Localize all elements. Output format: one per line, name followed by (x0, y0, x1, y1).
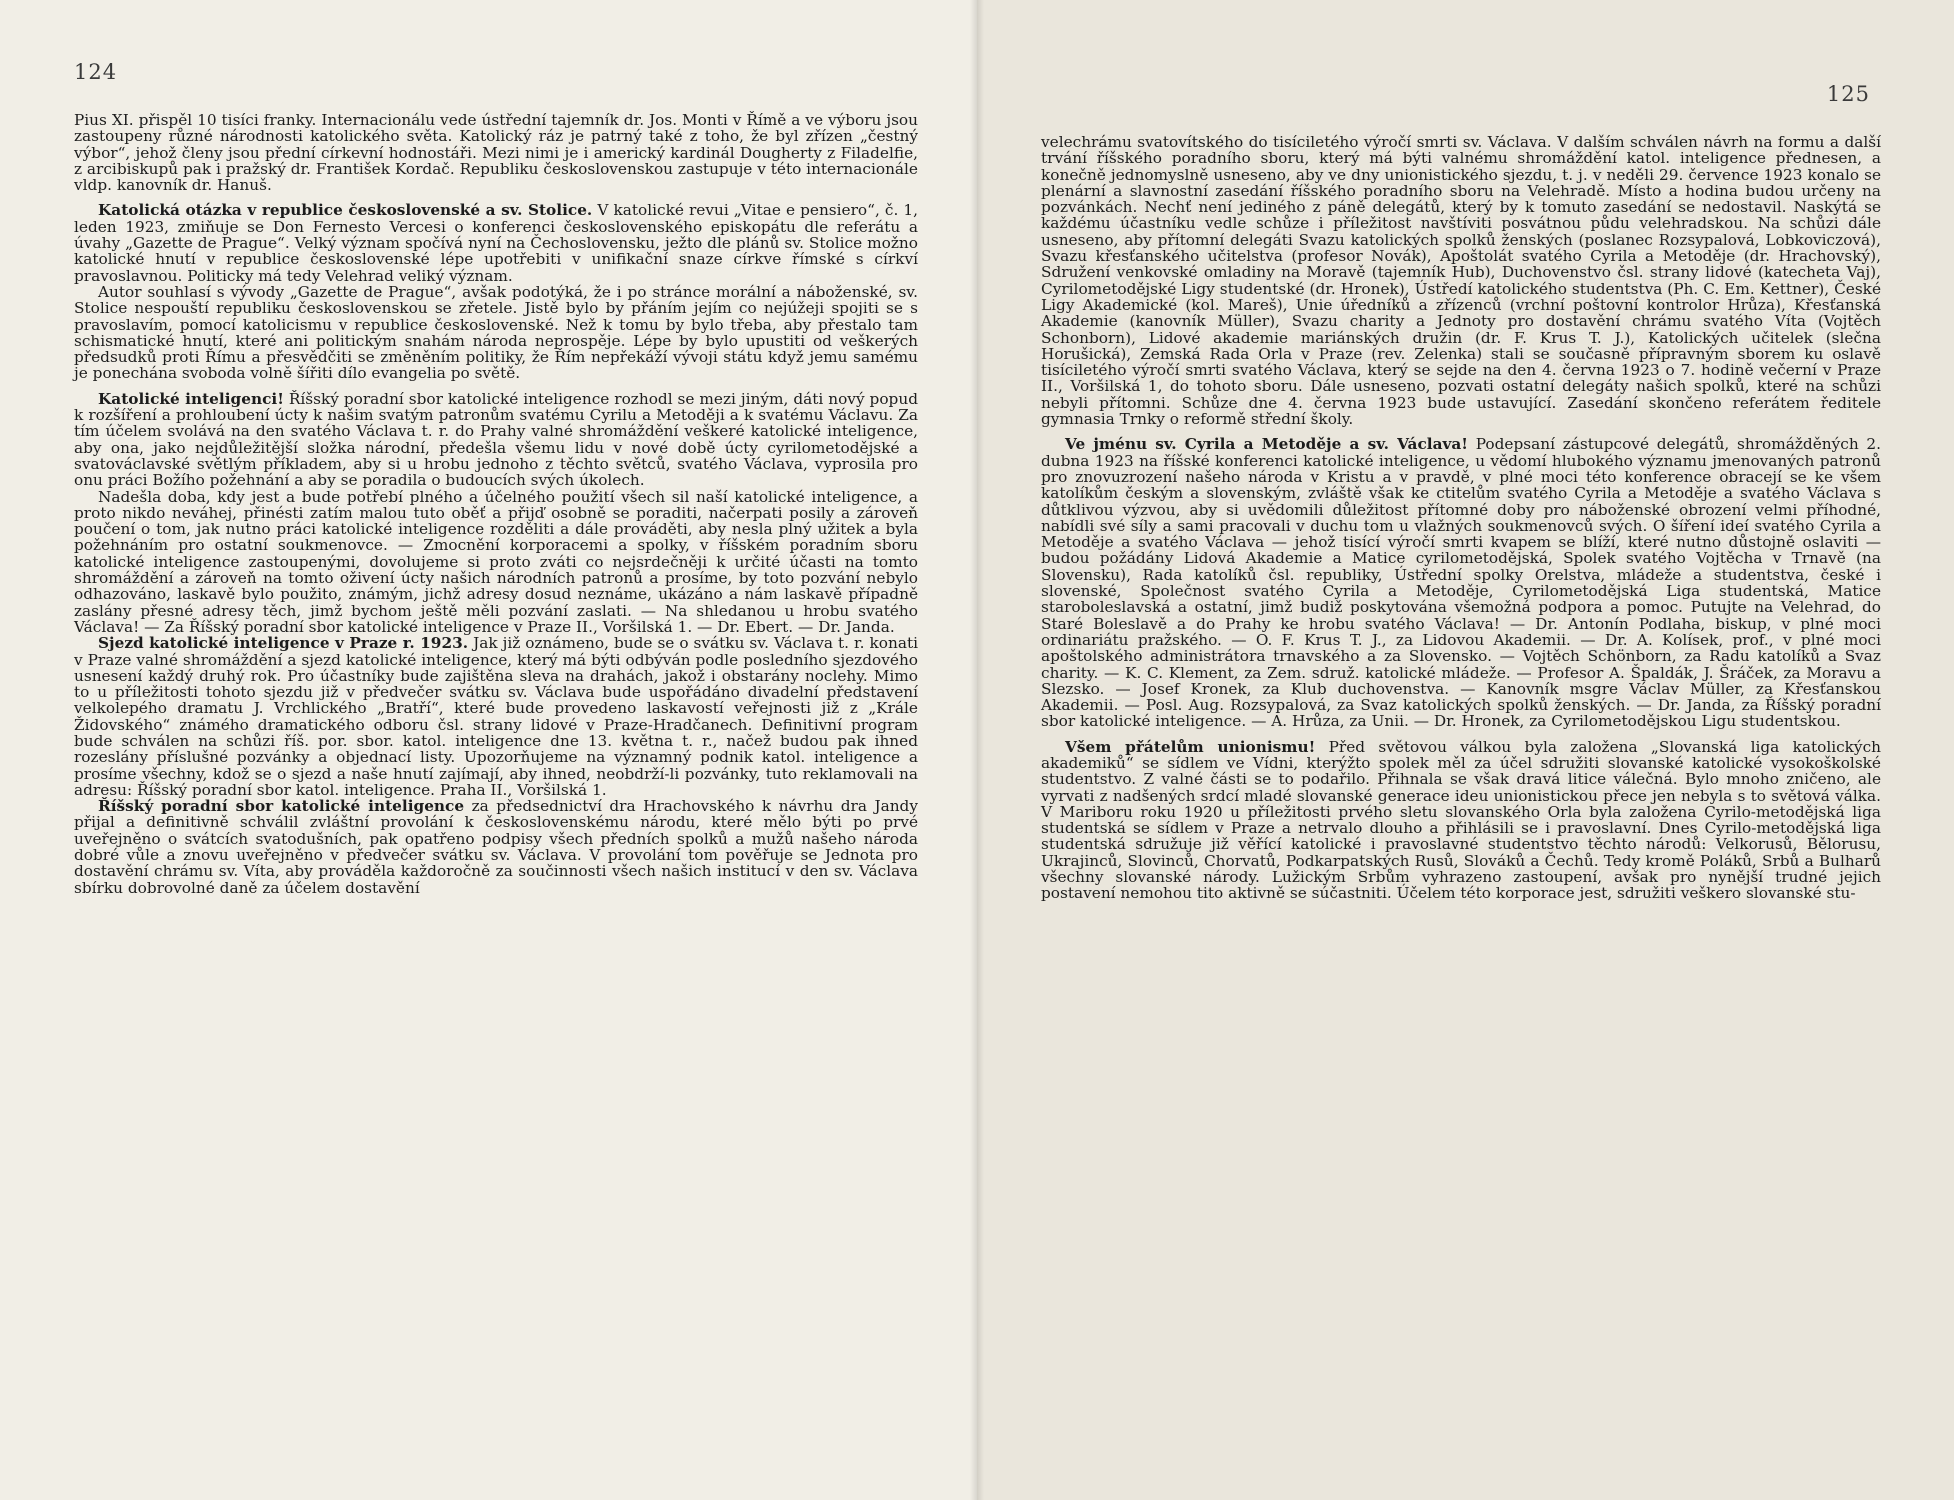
paragraph-heading: Sjezd katolické inteligence v Praze r. 1923. (98, 634, 469, 653)
paragraph: Sjezd katolické inteligence v Praze r. 1923. Jak již oznámeno, bude se o svátku sv. Václava t. r. konati v Praze valné shromáždění a sjezd katolické inteligence, který má býti odbýván podle posledního sjezdového usnesení každý druhý rok. Pro účastníky bude zajištěna sleva na drahách, jakož i obstarány noclehy. Mimo to u příležitosti tohoto sjezdu již v předvečer svátku sv. Václava bude uspořádáno divadelní představení velkolepého dramatu J. Vrchlického „Bratří“, které bude provedeno laskavostí veřejnosti již z „Krále Židovského“ známého dramatického odboru čsl. strany lidové v Praze-Hradčanech. Definitivní program bude schválen na schůzi říš. por. sbor. katol. inteligence dne 13. května t. r., načež budou pak ihned rozeslány příslušné pozvánky a objednací listy. Upozorňujeme na významný podnik katol. inteligence a prosíme všechny, kdož se o sjezd a naše hnutí zajímají, aby ihned, neobdrží-li pozvánky, tuto reklamovali na adresu: Říšský poradní sbor katol. inteligence. Praha II., Voršilská 1. (74, 634, 919, 799)
paragraph: velechrámu svatovítského do tisíciletého výročí smrti sv. Václava. V dalším schválen návrh na formu a další trvání říšského poradního sboru, který má býti valnému shromáždění katol. inteligence přednesen, a konečně jednomyslně usneseno, aby ve dny unionistického sjezdu, t. j. v neděli 29. července 1923 konalo se plenární a slavnostní zasedání říšského poradního sboru na Velehradě. Místo a hodina budou určeny na pozvánkách. Nechť není jediného z páně delegátů, který by k tomuto zasedání se nedostavil. Naskýtá se každému účastníku vedle schůze i příležitost navštíviti posvátnou půdu velehradskou. Na schůzi dále usneseno, aby přítomní delegáti Svazu katolických spolků ženských (poslanec Rozsypalová, Lobkoviczová), Svazu křesťanského učitelstva (profesor Novák), Apoštolát svatého Cyrila a Metoděje (dr. Hrachovský), Sdružení venkovské omladiny na Moravě (tajemník Hub), Duchovenstvo čsl. strany lidové (katecheta Vaj), Cyrilometodějské Ligy studentské (dr. Hronek), Ústředí katolického studentstva (Ph. C. Em. Kettner), České Ligy Akademické (kol. Mareš), Unie úředníků a zřízenců (vrchní poštovní kontrolor Hrůza), Křesťanská Akademie (kanovník Müller), Svazu charity a Jednoty pro dostavění chrámu svatého Víta (Vojtěch Schonborn), Lidové akademie mariánských družin (dr. F. Krus T. J.), Katolických učitelek (slečna Horušická), Zemská Rada Orla v Praze (rev. Zelenka) stali se současně přípravným sborem ku oslavě tisíciletého výročí smrti svatého Václava, který se sejde na den 4. června 1923 o 7. hodině večerní v Praze II., Voršilská 1, do tohoto sboru. Dále usneseno, pozvati ostatní delegáty našich spolků, které na schůzi nebyli přítomni. Schůze dne 4. června 1923 bude ustavující. Zasedání skončeno referátem ředitele gymnasia Trnky o reformě střední školy. (1041, 133, 1881, 429)
paragraph: Říšský poradní sbor katolické inteligence za předsednictví dra Hrachovského k návrhu dra Jandy přijal a definitivně schválil zvláštní provolání k československému národu, které mělo býti po prvé uveřejněno o svátcích svatodušních, pak opatřeno podpisy všech předních spolků a mužů našeho národa dobré vůle a znovu uveřejněno v předvečer svátku sv. Václava. V provolání tom pověřuje se Jednota pro dostavění chrámu sv. Víta, aby prováděla každoročně za součinnosti všech našich institucí v den sv. Václava sbírku dobrovolné daně za účelem dostavění (74, 797, 918, 897)
paragraph: Autor souhlasí s vývody „Gazette de Prague“, avšak podotýká, že i po stránce morální a náboženské, sv. Stolice nespouští republiku československou se zřetele. Jistě bylo by přáním jejím co nejúžeji spojiti se s pravoslavím, pomocí katolicismu v republice československé. Než k tomu by bylo třeba, aby přestalo tam schismatické hnutí, které ani politickým snahám národa neprospěje. Lépe by bylo upustiti od veškerých předsudků proti Římu a přesvědčiti se změněním politiky, že Řím nepřekáží vývoji státu když jemu samému je ponechána svoboda volně šířiti dílo evangelia po světě. (74, 282, 918, 383)
right-page (977, 0, 1954, 1500)
paragraph: Katolická otázka v republice československé a sv. Stolice. V katolické revui „Vitae e pensiero“, č. 1, leden 1923, zmiňuje se Don Fernesto Vercesi o konferenci československého episkopátu dle referátu a úvahy „Gazette de Prague“. Velký význam spočívá nyní na Čechoslovensku, ježto dle plánů sv. Stolice možno katolické hnutí v republice československé lépe upotřebiti v unifikační snaze církve římské s církví pravoslavnou. Politicky má tedy Velehrad veliký význam. (74, 201, 918, 285)
left-page-text (74, 112, 918, 896)
right-page-text (1041, 134, 1881, 902)
paragraph-heading: Všem přátelům unionismu! (1065, 737, 1316, 756)
paragraph: Katolické inteligenci! Říšský poradní sbor katolické inteligence rozhodl se mezi jiným, dáti nový popud k rozšíření a prohloubení úcty k našim svatým patronům svatému Cyrilu a Metoději a k svatému Václavu. Za tím účelem svolává na den svatého Václava t. r. do Prahy valné shromáždění veškeré katolické inteligence, aby ona, jako nejdůležitější složka národní, předešla všemu lidu v nové době úcty cyrilometodějské a svatováclavské světlým příkladem, aby si u hrobu jednoho z těchto světců, svatého Václava, vyprosila pro onu práci Božího požehnání a aby se poradila o budoucích svých úkolech. (74, 389, 918, 490)
paragraph: Pius XI. přispěl 10 tisíci franky. Internacionálu vede ústřední tajemník dr. Jos. Monti v Římě a ve výboru jsou zastoupeny různé národnosti katolického světa. Katolický ráz je patrný také z toho, že byl zřízen „čestný výbor“, jehož členy jsou přední církevní hodnostáři. Mezi nimi je i americký kardinál Dougherty z Filadelfie, z arcibiskupů pak i pražský dr. František Kordač. Republiku československou zastupuje v této internacionále vldp. kanovník dr. Hanuš. (74, 111, 918, 195)
left-page-number: 124 (74, 60, 118, 84)
paragraph-heading: Ve jménu sv. Cyrila a Metoděje a sv. Václava! (1065, 435, 1469, 454)
book-gutter (970, 0, 984, 1500)
paragraph-heading: Katolické inteligenci! (98, 389, 284, 408)
paragraph-heading: Říšský poradní sbor katolické inteligence (98, 797, 465, 816)
paragraph: Nadešla doba, kdy jest a bude potřebí plného a účelného použití všech sil naší katolické inteligence, a proto nikdo neváhej, přinésti zatím malou tuto oběť a přijď osobně se poraditi, načerpati posily a zároveň poučení o tom, jak nutno práci katolické inteligence rozděliti a dále prováděti, aby nesla plný užitek a byla požehnáním pro ostatní soukmenovce. — Zmocnění korporacemi a spolky, v říšském poradním sboru katolické inteligence zastoupenými, dovolujeme si proto zváti co nejsrdečněji k určité účasti na tomto shromáždění a zároveň na tomto oživení úcty našich národních patronů a prosíme, by toto pozvání nebylo odhazováno, laskavě bylo použito, známým, jichž adresy dosud neznáme, ukázáno a nám laskavě případně zaslány přesné adresy těch, jimž bychom ještě měli pozvání zaslati. — Na shledanou u hrobu svatého Václava! — Za Říšský poradní sbor katolické inteligence v Praze II., Voršilská 1. — Dr. Ebert. — Dr. Janda. (74, 487, 918, 636)
paragraph: Všem přátelům unionismu! Před světovou válkou byla založena „Slovanská liga katolických akademiků“ se sídlem ve Vídni, kterýžto spolek měl za účel sdružiti slovanské katolické vysokoškolské studentstvo. Z valné části se to podařilo. Přihnala se však dravá litice válečná. Bylo mnoho zničeno, ale vyrvati z nadšených srdcí mladé slovanské generace ideu unionistickou přece jen nebyla s to světová válka. V Mariboru roku 1920 u příležitosti prvého sletu slovanského Orla byla založena Cyrilo-metodějská liga studentská se sídlem v Praze a netrvalo dlouho a přihlásili se i pravoslavní. Dnes Cyrilo-metodějská liga studentská sdružuje již věřící katolické i pravoslavné studentstvo těchto národů: Velkorusů, Bělorusu, Ukrajinců, Slovinců, Chorvatů, Podkarpatských Rusů, Slováků a Čechů. Tedy kromě Poláků, Srbů a Bulharů všechny slovanské národy. Lužickým Srbům vyhrazeno zastoupení, avšak pro nynější trudné jejich postavení nemohou tito aktivně se súčastniti. Účelem této korporace jest, sdružiti veškero slovanské stu- (1041, 737, 1881, 903)
right-page-number: 125 (1826, 82, 1870, 106)
paragraph-heading: Katolická otázka v republice československé a sv. Stolice. (98, 201, 593, 220)
paragraph: Ve jménu sv. Cyrila a Metoděje a sv. Václava! Podepsaní zástupcové delegátů, shromážděných 2. dubna 1923 na říšské konferenci katolické inteligence, u vědomí hlubokého významu jmenovaných patronů pro znovuzrození našeho národa v Kristu a v pravdě, v plné moci této konference obracejí se ke všem katolíkům českým a slovenským, zvláště však ke ctitelům svatého Cyrila a Metoděje a svatého Václava s důtklivou výzvou, aby si uvědomili důležitost přítomné doby pro náboženské obrození velmi příhodné, nabídli své síly a sami pracovali v duchu tom u vlažných soukmenovců svých. O šíření ideí svatého Cyrila a Metoděje a svatého Václava — jehož tisící výročí smrti kvapem se blíží, které nutno důstojně oslaviti — budou požádány Lidová Akademie a Matice cyrilometodějská, Spolek svatého Vojtěcha v Trnavě (na Slovensku), Rada katolíků čsl. republiky, Ústřední spolky Orelstva, mládeže a studentstva, české i slovenské, Společnost svatého Cyrila a Metoděje, Cyrilometodějská Liga studentská, Matice staroboleslavská a ostatní, jimž budiž poskytována všemožná podpora a pomoc. Putujte na Velehrad, do Staré Boleslavě a do Prahy ke hrobu svatého Václava! — Dr. Antonín Podlaha, biskup, v plné moci ordinariátu pražského. — O. F. Krus T. J., za Lidovou Akademii. — Dr. A. Kolísek, prof., v plné moci apoštolského administrátora trnavského a za Slovensko. — Vojtěch Schönborn, za Radu katolíků a Svaz charity. — K. C. Klement, za Zem. sdruž. katolické mládeže. — Profesor A. Špaldák, J. Šráček, za Moravu a Slezsko. — Josef Kronek, za Klub duchovenstva. — Kanovník msgre Václav Müller, za Křesťanskou Akademii. — Posl. Aug. Rozsypalová, za Svaz katolických spolků ženských. — Dr. Janda, za Říšský poradní sbor katolické inteligence. — A. Hrůza, za Unii. — Dr. Hronek, za Cyrilometodějskou Ligu studentskou. (1041, 435, 1881, 731)
